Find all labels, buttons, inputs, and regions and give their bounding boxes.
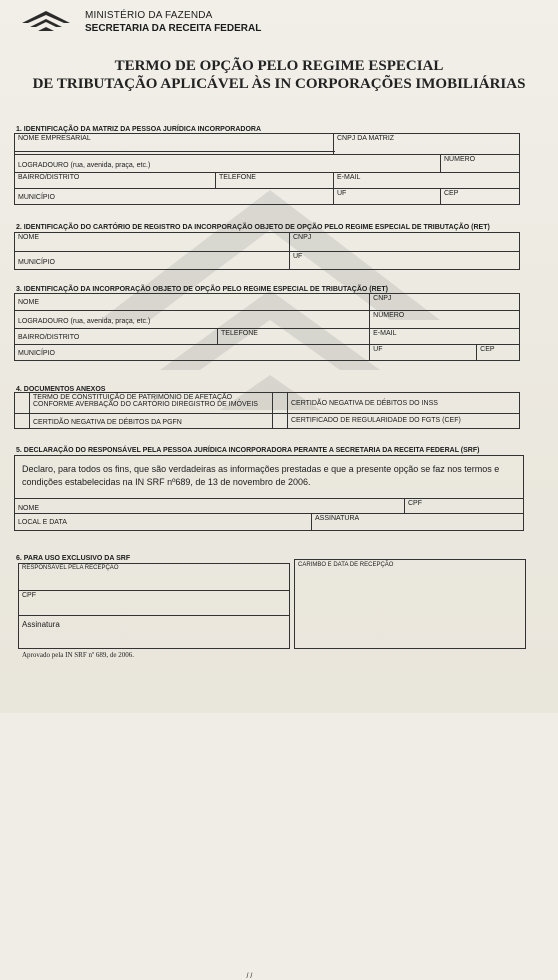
incorp-nome-field[interactable]: NOME [15, 294, 370, 311]
incorp-email-field[interactable]: E-MAIL [370, 329, 520, 345]
section-3-table [14, 293, 520, 361]
doc1-label: TERMO DE CONSTITUIÇÃO DE PATRIMÔNIO DE AFETAÇÃO CONFORME AVERBAÇÃO DO CARTÓRIO DIREGISTRO DE IMÓVEIS [30, 393, 273, 414]
doc3-label: CERTIDÃO NEGATIVA DE DÉBITOS DA PGFN [30, 414, 273, 429]
numero-field[interactable]: NÚMERO [441, 155, 520, 173]
ministry-name: MINISTÉRIO DA FAZENDA [85, 10, 213, 21]
doc1-checkbox[interactable] [15, 393, 30, 414]
resp-nome-field[interactable]: NOME [15, 499, 405, 514]
approval-note: Aprovado pela IN SRF nº 689, de 2006. [22, 651, 135, 659]
cnpj-matriz-field[interactable]: CNPJ DA MATRIZ [334, 134, 520, 155]
nome-empresarial-field[interactable]: NOME EMPRESARIAL [15, 134, 334, 152]
responsavel-field[interactable]: RESPONSÁVEL PELA RECEPÇÃO [19, 564, 289, 591]
section-5-heading: 5. DECLARAÇÃO DO RESPONSÁVEL PELA PESSOA JURÍDICA INCORPORADORA PERANTE A SECRETARIA DA RECEITA FEDERAL (SRF) [16, 447, 480, 454]
doc2-label: CERTIDÃO NEGATIVA DE DÉBITOS DO INSS [288, 393, 520, 414]
section-1-table [14, 133, 520, 205]
srf-use-box [18, 563, 290, 649]
cep-field[interactable]: CEP [441, 189, 520, 205]
local-data-field[interactable]: LOCAL E DATA / / [15, 514, 312, 531]
email-field[interactable]: E-MAIL [334, 173, 520, 189]
telefone-field[interactable]: TELEFONE [216, 173, 334, 189]
incorp-numero-field[interactable]: NÚMERO [370, 311, 520, 329]
bairro-field[interactable]: BAIRRO/DISTRITO [15, 173, 216, 189]
incorp-cep-field[interactable]: CEP [477, 345, 520, 361]
section-2-table [14, 232, 520, 270]
cartorio-municipio-field[interactable]: MUNICÍPIO [15, 252, 290, 270]
section-6-heading: 6. PARA USO EXCLUSIVO DA SRF [16, 555, 131, 562]
cartorio-cnpj-field[interactable]: CNPJ [290, 233, 520, 252]
municipio-field[interactable]: MUNICÍPIO [15, 189, 334, 205]
logradouro-field[interactable]: LOGRADOURO (rua, avenida, praça, etc.) [15, 155, 441, 173]
incorp-telefone-field[interactable]: TELEFONE [218, 329, 370, 345]
assinatura-field[interactable]: ASSINATURA [312, 514, 524, 531]
uf-field[interactable]: UF [334, 189, 441, 205]
cartorio-nome-field[interactable]: NOME [15, 233, 290, 252]
receita-federal-logo [20, 9, 72, 35]
section-4-table [14, 392, 520, 429]
doc4-label: CERTIFICADO DE REGULARIDADE DO FGTS (CEF) [288, 414, 520, 429]
carimbo-box[interactable]: CARIMBO E DATA DE RECEPÇÃO [294, 559, 526, 649]
incorp-bairro-field[interactable]: BAIRRO/DISTRITO [15, 329, 218, 345]
incorp-logradouro-field[interactable]: LOGRADOURO (rua, avenida, praça, etc.) [15, 311, 370, 329]
form-title-line2: DE TRIBUTAÇÃO APLICÁVEL ÀS IN CORPORAÇÕES IMOBILIÁRIAS [32, 76, 526, 92]
doc4-checkbox[interactable] [273, 414, 288, 429]
section-3-heading: 3. IDENTIFICAÇÃO DA INCORPORAÇÃO OBJETO DE OPÇÃO PELO REGIME ESPECIAL DE TRIBUTAÇÃO (RET) [16, 286, 388, 293]
resp-cpf-field[interactable]: CPF [405, 499, 524, 514]
cartorio-uf-field[interactable]: UF [290, 252, 520, 270]
form-title-line1: TERMO DE OPÇÃO PELO REGIME ESPECIAL [114, 58, 444, 74]
section-1-heading: 1. IDENTIFICAÇÃO DA MATRIZ DA PESSOA JURÍDICA INCORPORADORA [16, 126, 262, 133]
declaration-text: Declaro, para todos os fins, que são verdadeiras as informações prestadas e que a presente opção se faz nos termos e condições estabelecidas na IN SRF nº689, de 13 de novembro de 2006. [22, 464, 500, 487]
incorp-municipio-field[interactable]: MUNICÍPIO [15, 345, 370, 361]
doc2-checkbox[interactable] [273, 393, 288, 414]
declaration-box [15, 456, 524, 499]
doc3-checkbox[interactable] [15, 414, 30, 429]
srf-assinatura-field[interactable]: Assinatura [22, 620, 60, 629]
srf-cpf-field[interactable]: CPF [19, 591, 289, 616]
incorp-uf-field[interactable]: UF [370, 345, 477, 361]
secretariat-name: SECRETARIA DA RECEITA FEDERAL [85, 23, 262, 34]
section-2-heading: 2. IDENTIFICAÇÃO DO CARTÓRIO DE REGISTRO DA INCORPORAÇÃO OBJETO DE OPÇÃO PELO REGIME ESPECIAL DE TRIBUTAÇÃO (RET) [16, 224, 490, 231]
section-4-heading: 4. DOCUMENTOS ANEXOS [16, 386, 106, 393]
incorp-cnpj-field[interactable]: CNPJ [370, 294, 520, 311]
